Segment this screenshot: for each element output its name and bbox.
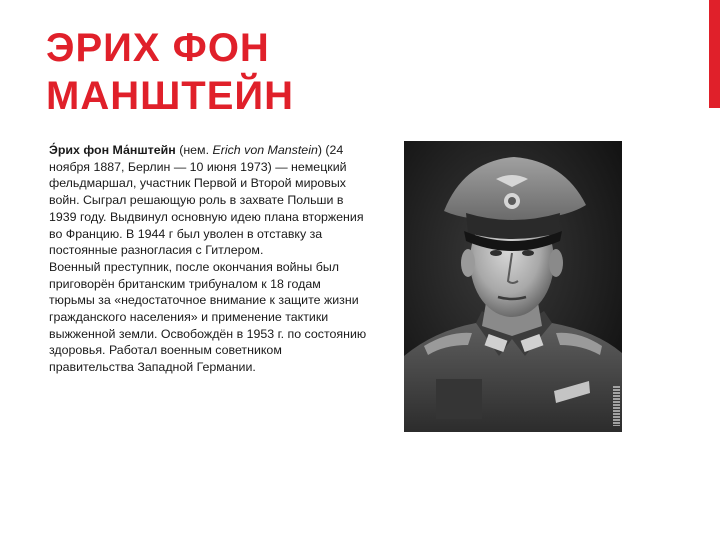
bio-paragraph-1 <box>49 142 369 259</box>
biography-text <box>49 142 369 376</box>
accent-bar <box>709 0 720 108</box>
bio-name-german: Erich von Manstein <box>212 143 318 157</box>
portrait-photo <box>404 141 622 432</box>
bio-paragraph-2: Военный преступник, после окончания войны был приговорён британским трибуналом к 18 годам тюрьмы за «недостаточное внимание к защите жизни гражданского населения» и применение тактики выжженной земли. Освобождён в 1953 г. по состоянию здоровья. Работал военным советником правительства Западной Германии. <box>49 259 367 375</box>
bio-name: Э́рих фон Ма́нштейн <box>49 143 176 157</box>
bio-text-1: ) (24 ноября 1887, Берлин — 10 июня 1973) — немецкий фельдмаршал, участник Первой и Второй мировых войн. Сыграл решающую роль в захвате Польши в 1939 году. Выдвинул основную идею плана вторжения во Францию. В 1944 г был уволен в отставку за постоянные разногласия с Гитлером. <box>49 143 364 258</box>
title-line-1: ЭРИХ ФОН <box>46 26 270 70</box>
bio-lang-prefix: (нем. <box>175 143 213 157</box>
slide-title <box>46 24 294 120</box>
photo-credit-strip <box>613 386 620 426</box>
portrait-illustration <box>404 141 622 432</box>
title-line-2: МАНШТЕЙН <box>46 74 295 118</box>
